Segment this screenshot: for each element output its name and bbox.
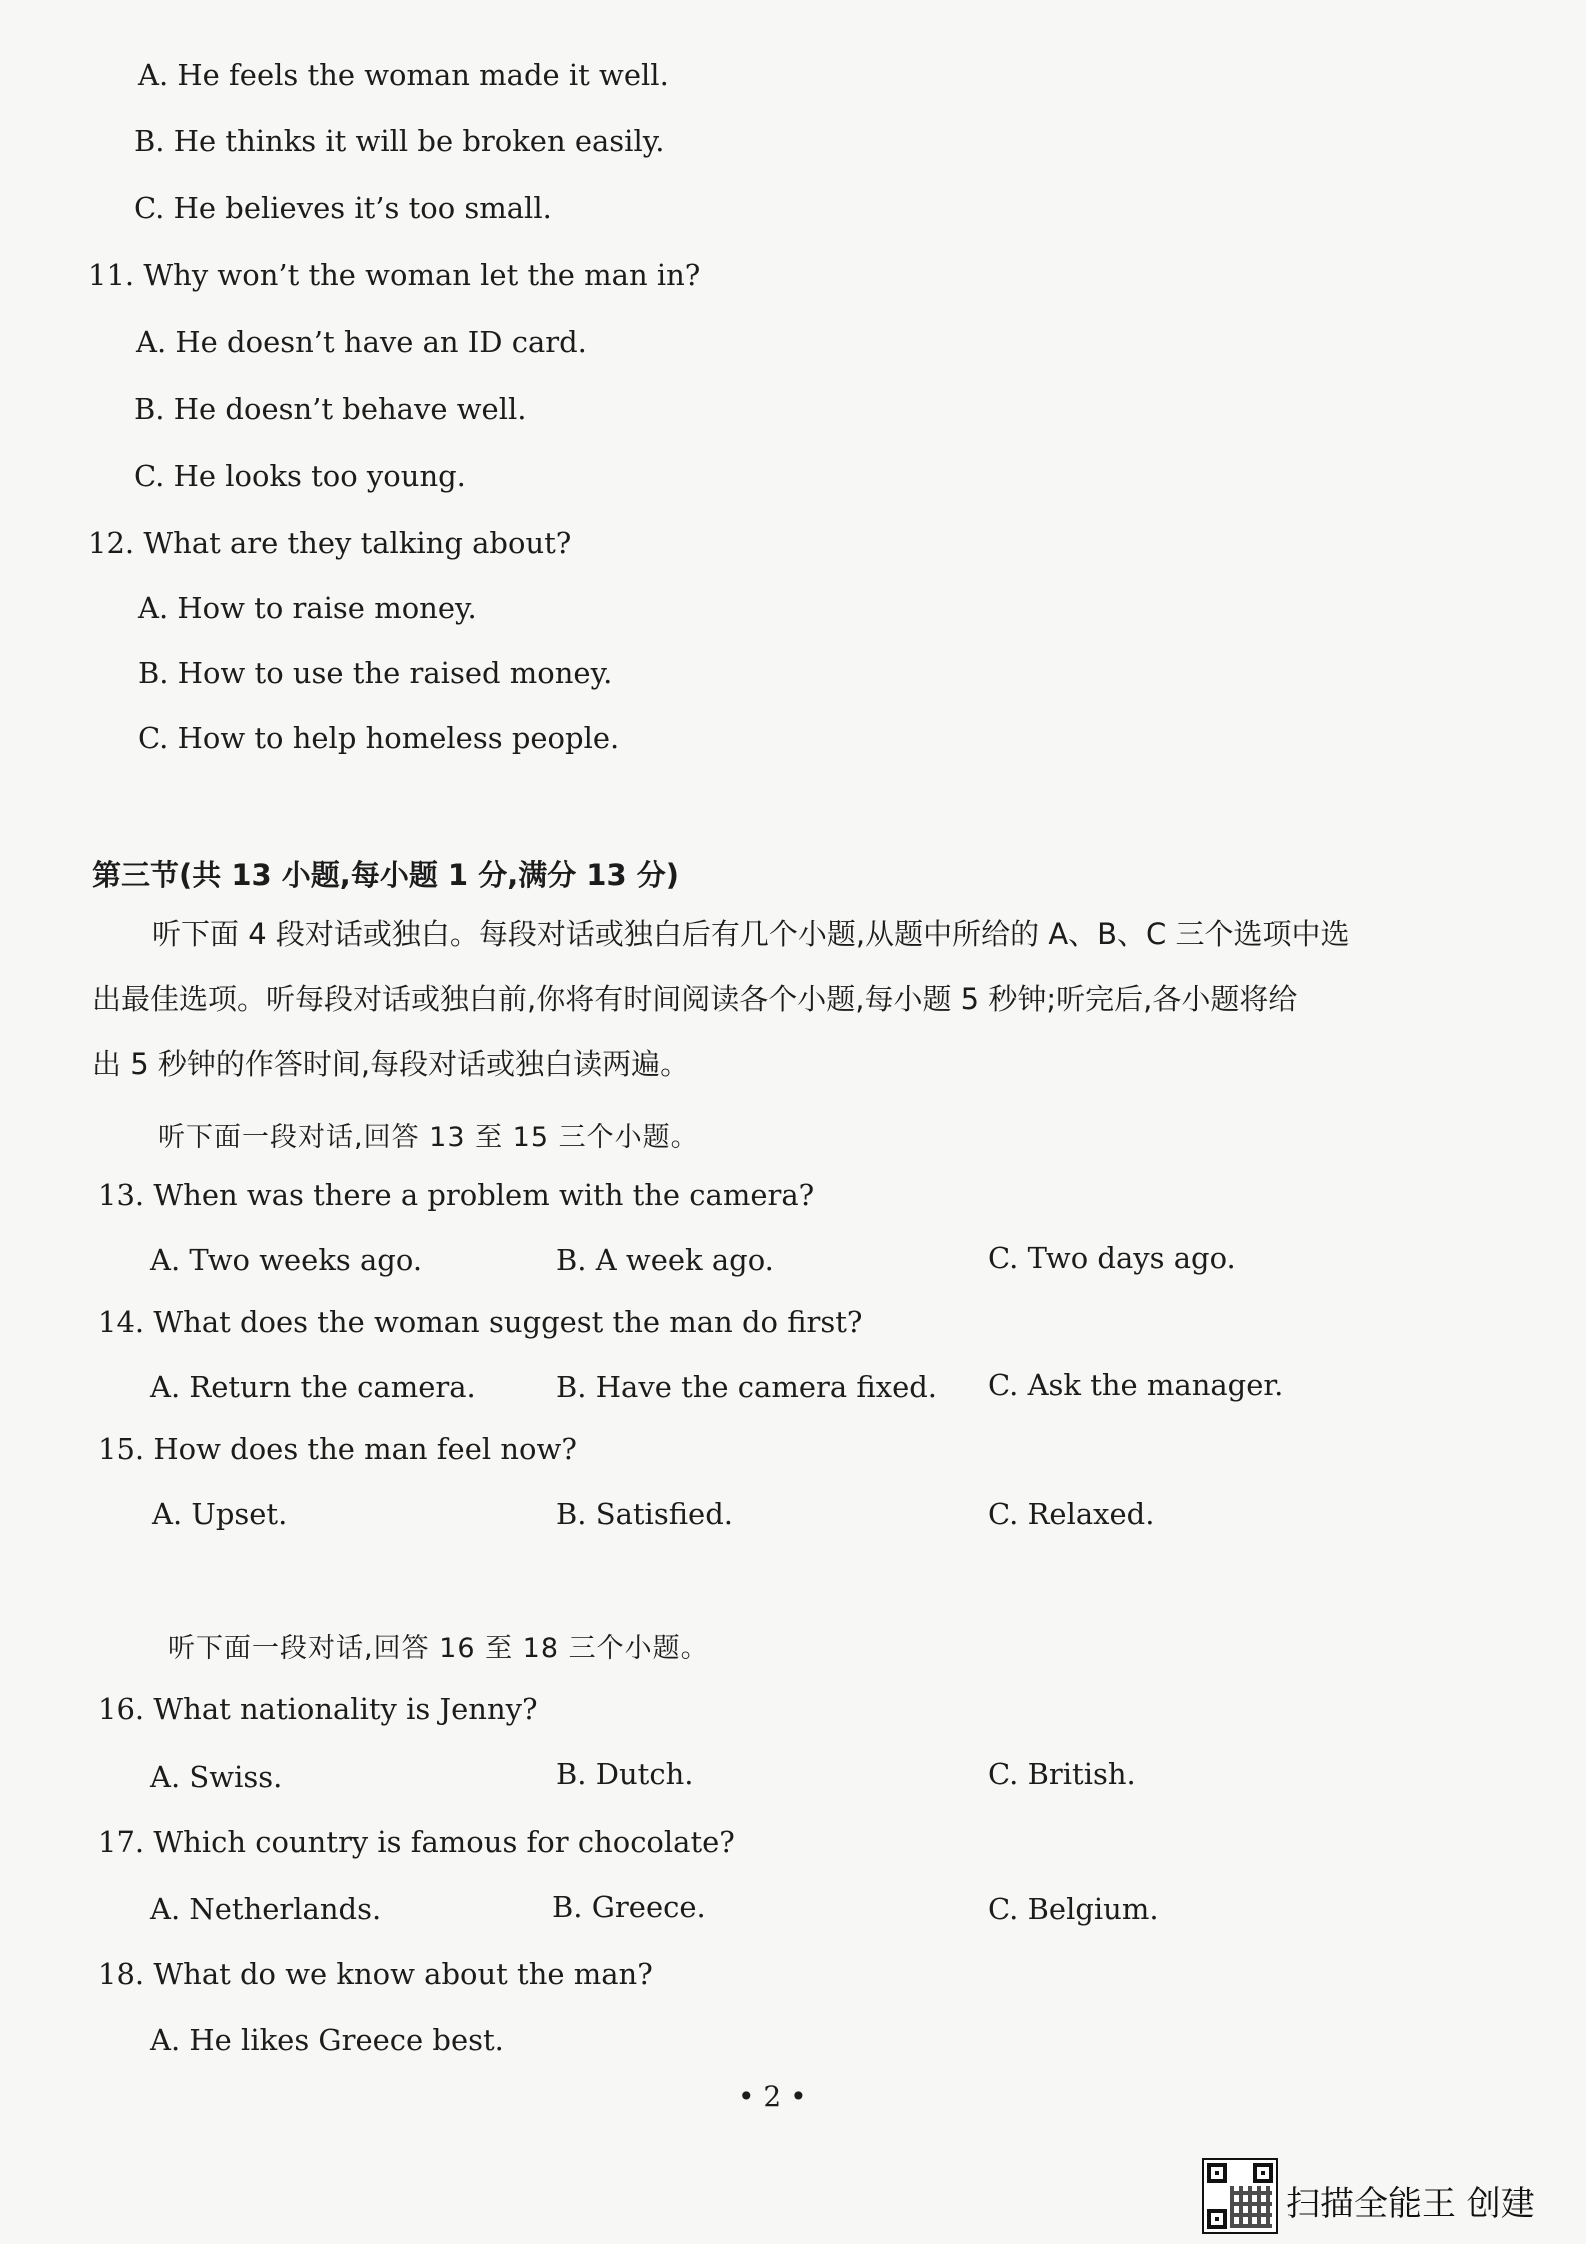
group-intro-16-18: 听下面一段对话,回答 16 至 18 三个小题。 xyxy=(168,1633,709,1664)
q13-option-c: C. Two days ago. xyxy=(988,1241,1236,1275)
q18-option-a: A. He likes Greece best. xyxy=(150,2023,504,2057)
q16-question: 16. What nationality is Jenny? xyxy=(98,1692,538,1726)
instruction-line-2: 出最佳选项。听每段对话或独白前,你将有时间阅读各个小题,每小题 5 秒钟;听完后,各小题将给 xyxy=(92,982,1298,1016)
page-number: • 2 • xyxy=(738,2080,807,2113)
q15-option-b: B. Satisfied. xyxy=(556,1497,734,1531)
q11-option-a: A. He doesn’t have an ID card. xyxy=(136,325,587,359)
q12-option-b: B. How to use the raised money. xyxy=(138,656,613,690)
q11-option-b: B. He doesn’t behave well. xyxy=(134,392,527,426)
q13-question: 13. When was there a problem with the camera? xyxy=(98,1178,815,1212)
scanner-watermark: 扫描全能王 创建 xyxy=(1286,2184,1535,2224)
q17-option-a: A. Netherlands. xyxy=(150,1892,382,1926)
q13-option-a: A. Two weeks ago. xyxy=(150,1243,423,1277)
q15-option-a: A. Upset. xyxy=(152,1497,288,1531)
q11-option-c: C. He looks too young. xyxy=(134,459,466,493)
q16-option-a: A. Swiss. xyxy=(150,1760,283,1794)
instruction-line-1: 听下面 4 段对话或独白。每段对话或独白后有几个小题,从题中所给的 A、B、C 三个选项中选 xyxy=(152,917,1350,951)
q16-option-c: C. British. xyxy=(988,1757,1136,1791)
q12-question: 12. What are they talking about? xyxy=(88,526,572,560)
q15-question: 15. How does the man feel now? xyxy=(98,1432,577,1466)
instruction-line-3: 出 5 秒钟的作答时间,每段对话或独白读两遍。 xyxy=(92,1047,690,1081)
q17-question: 17. Which country is famous for chocolate? xyxy=(98,1825,735,1859)
q16-option-b: B. Dutch. xyxy=(556,1757,694,1791)
q12-option-c: C. How to help homeless people. xyxy=(138,721,620,755)
q15-option-c: C. Relaxed. xyxy=(988,1497,1155,1531)
q11-question: 11. Why won’t the woman let the man in? xyxy=(88,258,701,292)
q10-option-c: C. He believes it’s too small. xyxy=(134,191,552,225)
q17-option-c: C. Belgium. xyxy=(988,1892,1159,1926)
qr-code-icon xyxy=(1202,2158,1278,2234)
section-heading: 第三节(共 13 小题,每小题 1 分,满分 13 分) xyxy=(92,858,680,892)
q10-option-a: A. He feels the woman made it well. xyxy=(138,58,669,92)
q12-option-a: A. How to raise money. xyxy=(138,591,477,625)
q14-option-c: C. Ask the manager. xyxy=(988,1368,1284,1402)
q10-option-b: B. He thinks it will be broken easily. xyxy=(134,124,665,158)
q14-option-a: A. Return the camera. xyxy=(150,1370,476,1404)
q14-option-b: B. Have the camera fixed. xyxy=(556,1370,938,1404)
q13-option-b: B. A week ago. xyxy=(556,1243,774,1277)
q14-question: 14. What does the woman suggest the man do first? xyxy=(98,1305,863,1339)
q17-option-b: B. Greece. xyxy=(552,1890,706,1924)
q18-question: 18. What do we know about the man? xyxy=(98,1957,653,1991)
group-intro-13-15: 听下面一段对话,回答 13 至 15 三个小题。 xyxy=(158,1122,699,1153)
